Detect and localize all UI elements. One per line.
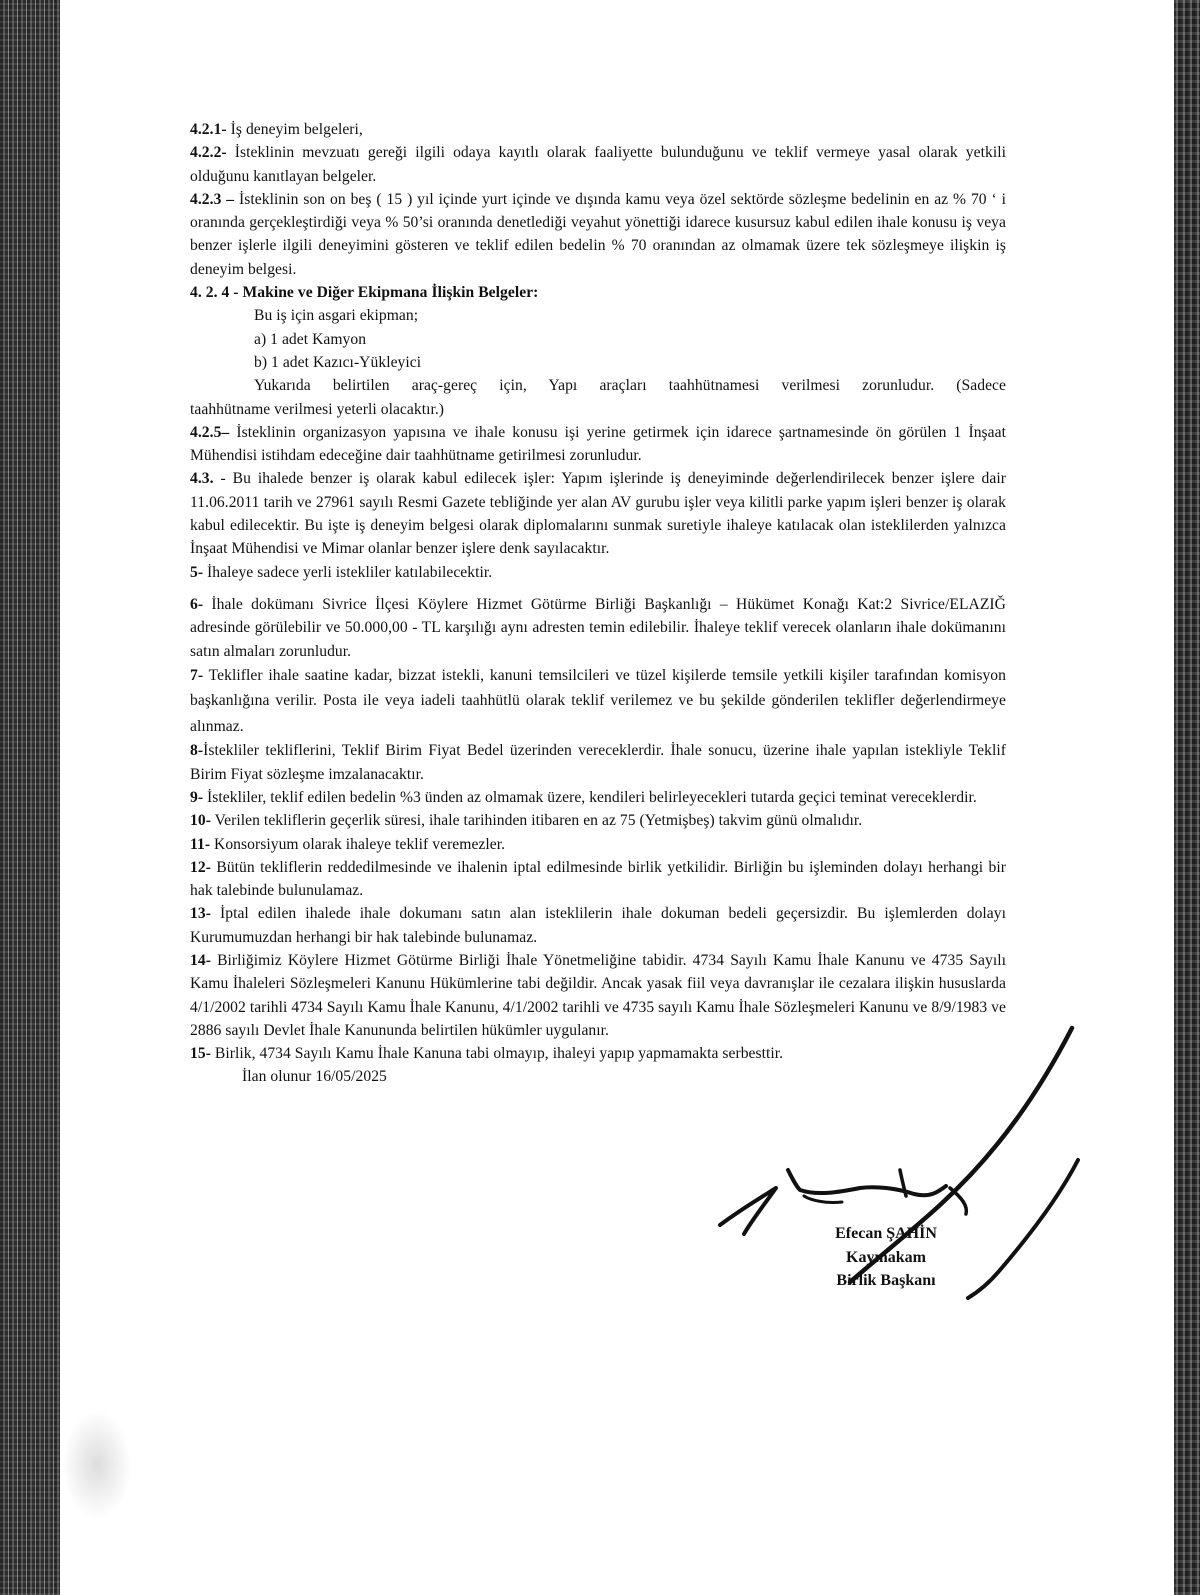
item-10 [190,809,1006,832]
item-text: İstekliler, teklif edilen bedelin %3 ünden az olmamak üzere, kendileri belirleyecekleri tutarda geçici teminat vereceklerdir. [203,788,977,806]
equipment-note: Yukarıda belirtilen araç-gereç için, Yapı araçları taahhütnamesi verilmesi zorunludur. (Sadece [254,377,1006,395]
item-6 [190,593,1006,663]
item-number: 6- [190,595,204,613]
item-4-2-2 [190,141,1006,188]
signatory-role: Birlik Başkanı [836,1272,936,1289]
item-text: İsteklinin organizasyon yapısına ve ihale konusu işi yerine getirmek için idarece şartnamesinde ön görülen 1 İnşaat Mühendisi istihdam edeceğine dair taahhütname getirilmesi zorunludur. [190,423,1006,465]
item-4-2-4-heading [190,281,1006,304]
signatory-title: Kaymakam [846,1248,926,1266]
item-5 [190,561,1006,584]
item-9 [190,786,1006,809]
item-number: 4.2.2- [190,144,227,162]
item-text: - Bu ihalede benzer iş olarak kabul edilecek işler: Yapım işlerinde iş deneyiminde değerlendirilecek benzer işlere dair 11.06.2011 tarih ve 27961 sayılı Resmi Gazete tebliğinde yer alan AV gurubu işler veya kilitli parke yapım işleri benzer iş olarak kabul edilecektir. Bu işte iş deneyim belgesi olarak diplomalarını sunmak suretiyle ihaleye katılacak olan isteklilerden yalnızca İnşaat Mühendisi ve Mimar olanlar benzer işlere denk sayılacaktır. [190,470,1006,558]
item-text: Konsorsiyum olarak ihaleye teklif veremezler. [210,835,506,853]
equipment-note-continued: taahhütname verilmesi yeterli olacaktır.) [190,400,445,418]
signatory-name: Efecan ŞAHİN [835,1225,937,1242]
item-number: 11- [190,835,211,853]
item-4-3 [190,467,1006,560]
item-text: İstekliler tekliflerini, Teklif Birim Fiyat Bedel üzerinden vereceklerdir. İhale sonucu, üzerine ihale yapılan istekliyle Teklif Birim Fiyat sözleşme imzalanacaktır. [190,742,1006,783]
item-number: 4.2.1- [190,121,227,138]
item-text: Birlik, 4734 Sayılı Kamu İhale Kanuna tabi olmayıp, ihaleyi yapıp yapmamakta serbesttir. [210,1045,784,1063]
item-number: 4.3. [190,470,214,488]
item-text: İş deneyim belgeleri, [226,121,363,138]
item-number: 15- [190,1045,211,1063]
item-text: Verilen tekliflerin geçerlik süresi, ihale tarihinden itibaren en az 75 (Yetmişbeş) takvim günü olmalıdır. [210,812,863,830]
item-number: 7- [190,666,204,684]
equipment-item-b: b) 1 adet Kazıcı-Yükleyici [254,353,422,371]
document-body [190,118,1006,1089]
item-12 [190,856,1006,903]
equipment-intro: Bu iş için asgari ekipman; [254,307,419,325]
item-number: 4.2.3 – [190,190,235,208]
item-text: Teklifler ihale saatine kadar, bizzat istekli, kanuni temsilcileri ve tüzel kişilerde temsile yetkili kişiler tarafından komisyon başkanlığına verilir. Posta ile veya iadeli taahhütlü olarak teklif verilemez ve bu şekilde gönderilen teklifler değerlendirmeye alınmaz. [190,666,1006,735]
item-text: İhale dokümanı Sivrice İlçesi Köylere Hizmet Götürme Birliği Başkanlığı – Hükümet Konağı Kat:2 Sivrice/ELAZIĞ adresinde görülebilir ve 50.000,00 - TL karşılığı aynı adresten temin edilebilir. İhaleye teklif verecek olanların ihale dokümanını satın almaları zorunludur. [190,595,1006,660]
item-8 [190,739,1006,786]
item-text: İhaleye sadece yerli istekliler katılabilecektir. [203,563,493,581]
item-number: 4. 2. 4 [190,284,230,302]
item-number: 12- [190,858,211,876]
item-number: 4.2.5– [190,423,230,441]
item-4-2-5 [190,421,1006,468]
item-number: 9- [190,788,204,806]
item-number: 5- [190,563,204,581]
item-text: İsteklinin son on beş ( 15 ) yıl içinde yurt içinde ve dışında kamu veya özel sektörde sözleşme bedelinin en az % 70 ‘ i oranında gerçekleştirdiği veya % 50’si oranında denetlediği veyahut yönettiği idarece kusursuz kabul edilen ihale konusu iş veya benzer işlerle ilgili deneyimini gösteren ve teklif edilen bedelin % 70 oranından az olmamak üzere tek sözleşmeye ilişkin iş deneyim belgesi. [190,190,1007,278]
closing-announcement: İlan olunur 16/05/2025 [242,1068,387,1086]
item-13 [190,902,1006,949]
item-text: Bütün tekliflerin reddedilmesinde ve ihalenin iptal edilmesinde birlik yetkilidir. Birliğin bu işleminden dolayı herhangi bir hak talebinde bulunulamaz. [190,858,1006,900]
scan-smudge [62,1410,132,1520]
item-number: 14- [190,952,211,969]
item-number: 13- [190,905,211,923]
item-4-2-3 [190,188,1006,281]
item-4-2-1 [190,118,1006,141]
signature-block [806,1222,966,1293]
item-11 [190,833,1006,856]
item-number: 10- [190,812,211,830]
item-text: İsteklinin mevzuatı gereği ilgili odaya kayıtlı olarak faaliyette bulunduğunu ve teklif vermeye yasal olarak yetkili olduğunu kanıtlayan belgeler. [190,144,1006,185]
item-7 [190,663,1006,740]
item-text: Birliğimiz Köylere Hizmet Götürme Birliği İhale Yönetmeliğine tabidir. 4734 Sayılı Kamu İhale Kanunu ve 4735 Sayılı Kamu İhaleleri Sözleşmeleri Kanunu Hükümlerine tabi değildir. Ancak yasak fiil veya davranışlar ile cezalara ilişkin hususlarda 4/1/2002 tarihli 4734 Sayılı Kamu İhale Kanunu, 4/1/2002 tarihli ve 4735 sayılı Kamu İhale Sözleşmeleri Kanunu ve 8/9/1983 ve 2886 sayılı Devlet İhale Kanununda belirtilen hükümler uygulanır. [190,952,1006,1039]
item-heading: - Makine ve Diğer Ekipmana İlişkin Belgeler: [229,284,539,302]
item-number: 8- [190,742,204,760]
item-text: İptal edilen ihalede ihale dokumanı satın alan isteklilerin ihale dokuman bedeli geçersizdir. Bu işlemlerden dolayı Kurumumuzdan herhangi bir hak talebinde bulunamaz. [190,905,1006,946]
scan-border-right [1174,0,1200,1595]
equipment-item-a: a) 1 adet Kamyon [254,330,367,348]
scan-border-left [0,0,60,1595]
